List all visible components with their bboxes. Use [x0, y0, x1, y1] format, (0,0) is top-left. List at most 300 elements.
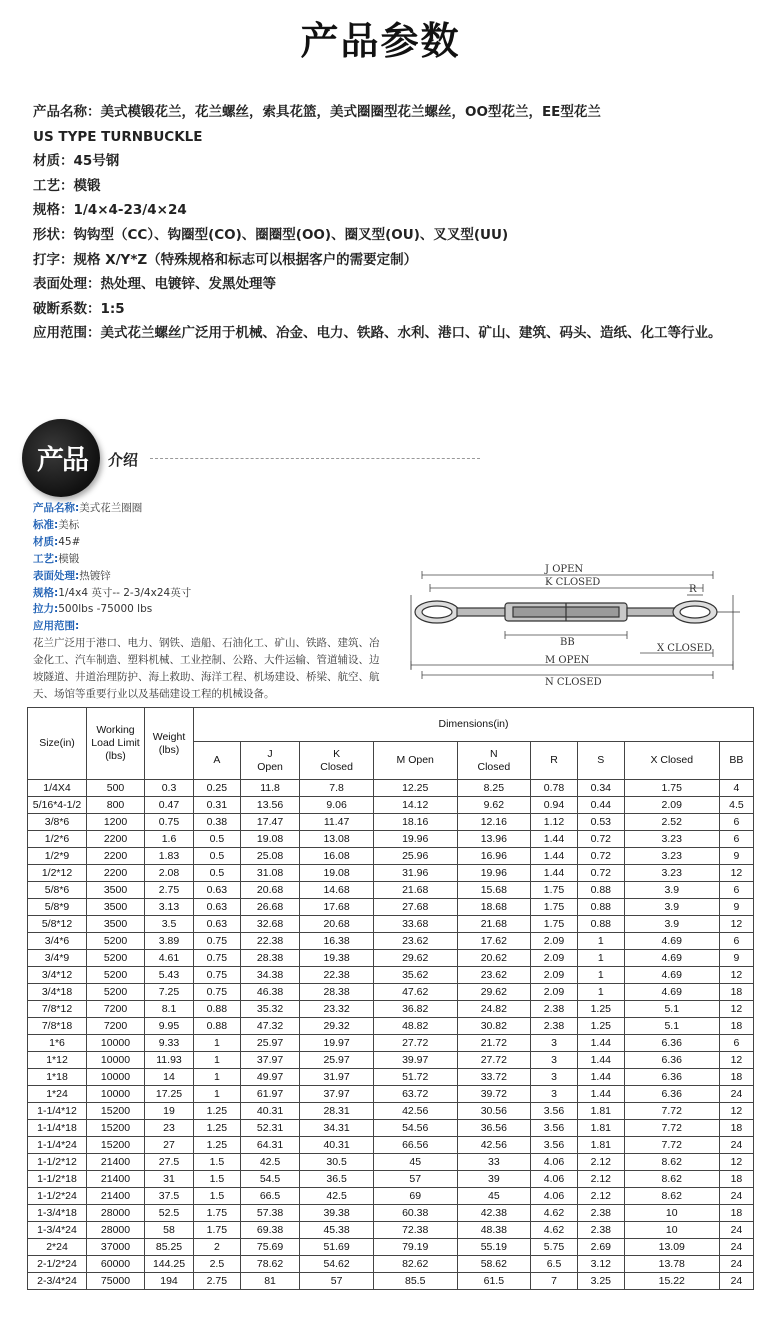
- label-j-open: J OPEN: [545, 564, 584, 575]
- table-cell: 18: [719, 1120, 753, 1137]
- table-cell: 35.62: [373, 967, 457, 984]
- table-cell: 45.38: [300, 1222, 374, 1239]
- table-cell: 24: [719, 1256, 753, 1273]
- table-cell: 4.06: [531, 1171, 578, 1188]
- table-row: [28, 1205, 754, 1222]
- table-cell: 12: [719, 967, 753, 984]
- table-cell: 10000: [87, 1035, 145, 1052]
- table-cell: 3.56: [531, 1103, 578, 1120]
- table-cell: 21.72: [457, 1035, 531, 1052]
- info-row: 应用范围:: [33, 620, 80, 633]
- table-row: [28, 865, 754, 882]
- table-cell: 2.69: [577, 1239, 624, 1256]
- table-row: [28, 1086, 754, 1103]
- table-cell: 13.78: [624, 1256, 719, 1273]
- table-cell: 19.08: [240, 831, 300, 848]
- table-cell: 54.62: [300, 1256, 374, 1273]
- table-cell: 1-3/4*18: [28, 1205, 87, 1222]
- table-cell: 6.5: [531, 1256, 578, 1273]
- table-cell: 1-1/4*12: [28, 1103, 87, 1120]
- table-cell: 24: [719, 1086, 753, 1103]
- table-cell: 1-1/4*24: [28, 1137, 87, 1154]
- table-cell: 1: [194, 1086, 241, 1103]
- table-cell: 5/8*6: [28, 882, 87, 899]
- table-cell: 17.68: [300, 899, 374, 916]
- table-cell: 5200: [87, 967, 145, 984]
- table-cell: 40.31: [300, 1137, 374, 1154]
- header-weight: Weight (lbs): [145, 708, 194, 780]
- subheader-1: J Open: [240, 742, 300, 780]
- table-cell: 14.68: [300, 882, 374, 899]
- table-cell: 3: [531, 1035, 578, 1052]
- table-cell: 13.96: [457, 831, 531, 848]
- table-row: [28, 899, 754, 916]
- table-cell: 1.83: [145, 848, 194, 865]
- table-cell: 2-1/2*24: [28, 1256, 87, 1273]
- table-cell: 18: [719, 984, 753, 1001]
- table-cell: 5200: [87, 984, 145, 1001]
- header-dimensions: Dimensions(in): [194, 708, 754, 742]
- table-cell: 2-3/4*24: [28, 1273, 87, 1290]
- table-row: [28, 1120, 754, 1137]
- table-cell: 3: [531, 1086, 578, 1103]
- table-cell: 0.75: [145, 814, 194, 831]
- table-cell: 3/4*12: [28, 967, 87, 984]
- table-cell: 14: [145, 1069, 194, 1086]
- table-cell: 3.23: [624, 848, 719, 865]
- spec-size: 规格：1/4×4-23/4×24: [33, 202, 187, 219]
- table-cell: 22.38: [240, 933, 300, 950]
- table-cell: 5.1: [624, 1001, 719, 1018]
- table-cell: 3/4*6: [28, 933, 87, 950]
- label-k-closed: K CLOSED: [545, 577, 601, 588]
- table-cell: 3500: [87, 882, 145, 899]
- table-cell: 75000: [87, 1273, 145, 1290]
- table-cell: 72.38: [373, 1222, 457, 1239]
- table-row: [28, 882, 754, 899]
- table-cell: 24: [719, 1188, 753, 1205]
- table-cell: 7/8*18: [28, 1018, 87, 1035]
- table-cell: 1*18: [28, 1069, 87, 1086]
- table-cell: 69: [373, 1188, 457, 1205]
- table-cell: 4: [719, 780, 753, 797]
- table-cell: 10000: [87, 1086, 145, 1103]
- table-cell: 15200: [87, 1120, 145, 1137]
- table-cell: 4.62: [531, 1222, 578, 1239]
- usage-text: 花兰广泛用于港口、电力、钢铁、造船、石油化工、矿山、铁路、建筑、冶金化工、汽车制造、塑料机械、工业控制、公路、大件运输、管道辅设、边坡隧道、井道治理防护、海上救助、海洋工程、机场建设、桥梁、航空、航天、场馆等重要行业以及基础建设工程的机械设备。: [33, 637, 380, 700]
- table-cell: 23: [145, 1120, 194, 1137]
- spec-product-name: 产品名称：美式模锻花兰，花兰螺丝，索具花篮，美式圈圈型花兰螺丝，OO型花兰，EE型花兰: [33, 104, 601, 120]
- table-cell: 3.13: [145, 899, 194, 916]
- subheader-0: A: [194, 742, 241, 780]
- table-cell: 20.68: [300, 916, 374, 933]
- table-cell: 0.75: [194, 950, 241, 967]
- table-cell: 24: [719, 1222, 753, 1239]
- table-cell: 3.25: [577, 1273, 624, 1290]
- table-cell: 1.44: [577, 1035, 624, 1052]
- table-cell: 1.75: [531, 882, 578, 899]
- table-row: [28, 1052, 754, 1069]
- table-cell: 11.93: [145, 1052, 194, 1069]
- subheader-3: M Open: [373, 742, 457, 780]
- table-row: [28, 1035, 754, 1052]
- table-cell: 1-1/2*12: [28, 1154, 87, 1171]
- table-cell: 85.25: [145, 1239, 194, 1256]
- table-cell: 9: [719, 848, 753, 865]
- table-cell: 3/4*9: [28, 950, 87, 967]
- table-cell: 23.62: [373, 933, 457, 950]
- table-cell: 31.97: [300, 1069, 374, 1086]
- table-cell: 20.68: [240, 882, 300, 899]
- table-cell: 36.56: [457, 1120, 531, 1137]
- table-cell: 7.25: [145, 984, 194, 1001]
- table-cell: 60.38: [373, 1205, 457, 1222]
- table-cell: 28.38: [300, 984, 374, 1001]
- table-cell: 61.5: [457, 1273, 531, 1290]
- table-cell: 18: [719, 1205, 753, 1222]
- table-cell: 5.43: [145, 967, 194, 984]
- table-cell: 2.09: [531, 950, 578, 967]
- table-cell: 0.88: [577, 899, 624, 916]
- table-cell: 18.68: [457, 899, 531, 916]
- table-cell: 37.97: [300, 1086, 374, 1103]
- table-cell: 7200: [87, 1001, 145, 1018]
- table-cell: 1-1/4*18: [28, 1120, 87, 1137]
- table-row: [28, 1239, 754, 1256]
- table-row: [28, 1154, 754, 1171]
- table-cell: 21400: [87, 1171, 145, 1188]
- info-row: 拉力:500lbs -75000 lbs: [33, 603, 153, 616]
- spec-material: 材质：45号钢: [33, 153, 120, 170]
- table-cell: 1.25: [194, 1137, 241, 1154]
- table-cell: 17.25: [145, 1086, 194, 1103]
- table-cell: 37.97: [240, 1052, 300, 1069]
- table-cell: 6: [719, 831, 753, 848]
- table-cell: 81: [240, 1273, 300, 1290]
- table-cell: 15200: [87, 1103, 145, 1120]
- table-cell: 18: [719, 1069, 753, 1086]
- table-cell: 10000: [87, 1052, 145, 1069]
- table-cell: 5/8*12: [28, 916, 87, 933]
- table-cell: 1.75: [624, 780, 719, 797]
- table-row: [28, 1137, 754, 1154]
- table-cell: 10000: [87, 1069, 145, 1086]
- table-cell: 3.56: [531, 1137, 578, 1154]
- table-cell: 27.5: [145, 1154, 194, 1171]
- table-cell: 6.36: [624, 1052, 719, 1069]
- table-cell: 35.32: [240, 1001, 300, 1018]
- table-cell: 47.62: [373, 984, 457, 1001]
- table-cell: 7: [531, 1273, 578, 1290]
- table-cell: 79.19: [373, 1239, 457, 1256]
- table-cell: 48.38: [457, 1222, 531, 1239]
- table-cell: 21.68: [373, 882, 457, 899]
- table-cell: 0.3: [145, 780, 194, 797]
- table-cell: 1*6: [28, 1035, 87, 1052]
- table-cell: 3500: [87, 916, 145, 933]
- spec-shape: 形状：钩钩型（CC）、钩圈型(CO)、圈圈型(OO)、圈叉型(OU)、叉叉型(UU): [33, 226, 509, 243]
- info-row: 工艺:模锻: [33, 552, 80, 565]
- table-cell: 58.62: [457, 1256, 531, 1273]
- table-cell: 30.56: [457, 1103, 531, 1120]
- table-cell: 39: [457, 1171, 531, 1188]
- turnbuckle-diagram: [395, 555, 745, 695]
- table-cell: 5.1: [624, 1018, 719, 1035]
- table-cell: 144.25: [145, 1256, 194, 1273]
- table-cell: 1/2*12: [28, 865, 87, 882]
- table-cell: 0.75: [194, 984, 241, 1001]
- table-cell: 1.25: [577, 1018, 624, 1035]
- spec-marking: 打字：规格 X/Y*Z（特殊规格和标志可以根据客户的需要定制）: [33, 251, 418, 268]
- table-cell: 1.5: [194, 1154, 241, 1171]
- table-cell: 3.9: [624, 916, 719, 933]
- table-cell: 42.5: [240, 1154, 300, 1171]
- table-cell: 57.38: [240, 1205, 300, 1222]
- table-cell: 1/2*6: [28, 831, 87, 848]
- table-row: [28, 950, 754, 967]
- table-cell: 2.38: [577, 1205, 624, 1222]
- table-cell: 0.88: [577, 882, 624, 899]
- table-cell: 52.5: [145, 1205, 194, 1222]
- table-cell: 9: [719, 899, 753, 916]
- table-cell: 51.69: [300, 1239, 374, 1256]
- table-cell: 54.5: [240, 1171, 300, 1188]
- table-cell: 2.08: [145, 865, 194, 882]
- table-cell: 15200: [87, 1137, 145, 1154]
- table-row: [28, 1256, 754, 1273]
- table-cell: 58: [145, 1222, 194, 1239]
- table-cell: 69.38: [240, 1222, 300, 1239]
- table-cell: 2.12: [577, 1171, 624, 1188]
- table-cell: 10: [624, 1205, 719, 1222]
- table-cell: 16.96: [457, 848, 531, 865]
- table-cell: 37000: [87, 1239, 145, 1256]
- intro-info: [33, 500, 383, 635]
- table-cell: 0.75: [194, 967, 241, 984]
- table-cell: 27.68: [373, 899, 457, 916]
- table-row: [28, 1103, 754, 1120]
- table-cell: 1: [577, 933, 624, 950]
- table-cell: 1.75: [531, 899, 578, 916]
- table-cell: 7.72: [624, 1137, 719, 1154]
- subheader-8: BB: [719, 742, 753, 780]
- table-cell: 24: [719, 1273, 753, 1290]
- table-cell: 19.96: [373, 831, 457, 848]
- table-cell: 3/4*18: [28, 984, 87, 1001]
- table-cell: 0.88: [577, 916, 624, 933]
- table-cell: 0.94: [531, 797, 578, 814]
- table-cell: 16.08: [300, 848, 374, 865]
- table-cell: 4.69: [624, 984, 719, 1001]
- table-cell: 2.09: [531, 984, 578, 1001]
- table-cell: 6.36: [624, 1035, 719, 1052]
- table-cell: 2200: [87, 831, 145, 848]
- table-cell: 2.5: [194, 1256, 241, 1273]
- table-cell: 21400: [87, 1188, 145, 1205]
- table-cell: 1.25: [194, 1103, 241, 1120]
- table-cell: 10: [624, 1222, 719, 1239]
- table-cell: 3: [531, 1052, 578, 1069]
- table-cell: 64.31: [240, 1137, 300, 1154]
- table-cell: 2.38: [577, 1222, 624, 1239]
- table-cell: 3500: [87, 899, 145, 916]
- table-cell: 1.44: [531, 865, 578, 882]
- table-cell: 4.61: [145, 950, 194, 967]
- table-cell: 0.78: [531, 780, 578, 797]
- table-cell: 2.09: [531, 933, 578, 950]
- table-cell: 2.75: [194, 1273, 241, 1290]
- table-cell: 13.56: [240, 797, 300, 814]
- table-cell: 5/8*9: [28, 899, 87, 916]
- table-cell: 1.5: [194, 1171, 241, 1188]
- table-cell: 1.75: [531, 916, 578, 933]
- table-cell: 1.6: [145, 831, 194, 848]
- table-cell: 0.72: [577, 848, 624, 865]
- table-cell: 1.81: [577, 1120, 624, 1137]
- table-cell: 9.33: [145, 1035, 194, 1052]
- table-cell: 1200: [87, 814, 145, 831]
- table-cell: 1/4X4: [28, 780, 87, 797]
- table-cell: 28.31: [300, 1103, 374, 1120]
- table-cell: 7.8: [300, 780, 374, 797]
- table-cell: 2.75: [145, 882, 194, 899]
- table-cell: 1: [194, 1052, 241, 1069]
- table-cell: 0.5: [194, 848, 241, 865]
- table-cell: 30.5: [300, 1154, 374, 1171]
- table-cell: 57: [300, 1273, 374, 1290]
- table-cell: 0.72: [577, 831, 624, 848]
- table-cell: 3.9: [624, 899, 719, 916]
- table-cell: 13.08: [300, 831, 374, 848]
- table-cell: 0.25: [194, 780, 241, 797]
- table-cell: 17.62: [457, 933, 531, 950]
- header-wll: Working Load Limit (lbs): [87, 708, 145, 780]
- table-cell: 25.96: [373, 848, 457, 865]
- table-cell: 49.97: [240, 1069, 300, 1086]
- table-cell: 7200: [87, 1018, 145, 1035]
- table-cell: 16.38: [300, 933, 374, 950]
- table-cell: 85.5: [373, 1273, 457, 1290]
- table-cell: 5/16*4-1/2: [28, 797, 87, 814]
- table-cell: 0.63: [194, 916, 241, 933]
- table-cell: 20.62: [457, 950, 531, 967]
- table-cell: 1: [577, 967, 624, 984]
- table-cell: 13.09: [624, 1239, 719, 1256]
- table-cell: 1.81: [577, 1103, 624, 1120]
- table-cell: 28000: [87, 1205, 145, 1222]
- table-cell: 1.75: [194, 1222, 241, 1239]
- table-cell: 11.8: [240, 780, 300, 797]
- table-cell: 27.72: [373, 1035, 457, 1052]
- table-cell: 7.72: [624, 1103, 719, 1120]
- table-cell: 19.08: [300, 865, 374, 882]
- table-cell: 28.38: [240, 950, 300, 967]
- table-cell: 60000: [87, 1256, 145, 1273]
- table-cell: 9.06: [300, 797, 374, 814]
- table-cell: 18: [719, 1018, 753, 1035]
- table-cell: 11.47: [300, 814, 374, 831]
- table-cell: 24: [719, 1137, 753, 1154]
- table-cell: 7/8*12: [28, 1001, 87, 1018]
- table-row: [28, 1018, 754, 1035]
- left-eye: [415, 601, 505, 623]
- table-cell: 2: [194, 1239, 241, 1256]
- table-cell: 1.44: [577, 1086, 624, 1103]
- product-badge-text: 产品: [37, 445, 87, 476]
- table-cell: 0.88: [194, 1001, 241, 1018]
- table-cell: 5200: [87, 950, 145, 967]
- table-cell: 29.62: [457, 984, 531, 1001]
- table-cell: 2.38: [531, 1018, 578, 1035]
- table-cell: 2.52: [624, 814, 719, 831]
- table-cell: 25.97: [300, 1052, 374, 1069]
- table-cell: 1/2*9: [28, 848, 87, 865]
- table-cell: 42.38: [457, 1205, 531, 1222]
- table-cell: 36.5: [300, 1171, 374, 1188]
- table-cell: 1.5: [194, 1188, 241, 1205]
- table-cell: 33.68: [373, 916, 457, 933]
- subheader-6: S: [577, 742, 624, 780]
- table-cell: 27: [145, 1137, 194, 1154]
- table-cell: 33.72: [457, 1069, 531, 1086]
- label-n-closed: N CLOSED: [545, 677, 602, 688]
- dimensions-table: [27, 707, 754, 1290]
- subheader-5: R: [531, 742, 578, 780]
- table-cell: 25.08: [240, 848, 300, 865]
- table-row: [28, 967, 754, 984]
- table-cell: 30.82: [457, 1018, 531, 1035]
- table-cell: 2200: [87, 865, 145, 882]
- table-cell: 42.56: [373, 1103, 457, 1120]
- table-cell: 1-3/4*24: [28, 1222, 87, 1239]
- table-cell: 12.25: [373, 780, 457, 797]
- table-cell: 0.44: [577, 797, 624, 814]
- table-cell: 31.96: [373, 865, 457, 882]
- table-cell: 29.62: [373, 950, 457, 967]
- table-row: [28, 1069, 754, 1086]
- label-bb: BB: [560, 637, 575, 648]
- table-cell: 2.09: [531, 967, 578, 984]
- table-cell: 4.69: [624, 967, 719, 984]
- table-cell: 1: [577, 950, 624, 967]
- table-row: [28, 814, 754, 831]
- table-cell: 6.36: [624, 1086, 719, 1103]
- table-cell: 1.81: [577, 1137, 624, 1154]
- spec-list: [33, 100, 733, 346]
- table-cell: 27.72: [457, 1052, 531, 1069]
- table-cell: 2.12: [577, 1188, 624, 1205]
- table-cell: 23.62: [457, 967, 531, 984]
- table-cell: 0.88: [194, 1018, 241, 1035]
- table-row: [28, 797, 754, 814]
- table-cell: 1-1/2*18: [28, 1171, 87, 1188]
- table-cell: 31.08: [240, 865, 300, 882]
- table-cell: 4.69: [624, 933, 719, 950]
- table-cell: 4.06: [531, 1188, 578, 1205]
- table-cell: 42.56: [457, 1137, 531, 1154]
- table-cell: 5200: [87, 933, 145, 950]
- table-cell: 33: [457, 1154, 531, 1171]
- table-cell: 1.25: [194, 1120, 241, 1137]
- table-cell: 40.31: [240, 1103, 300, 1120]
- divider: [150, 458, 480, 459]
- table-cell: 47.32: [240, 1018, 300, 1035]
- table-cell: 12.16: [457, 814, 531, 831]
- table-cell: 194: [145, 1273, 194, 1290]
- table-cell: 2.12: [577, 1154, 624, 1171]
- header-size: Size(in): [28, 708, 87, 780]
- table-cell: 1.12: [531, 814, 578, 831]
